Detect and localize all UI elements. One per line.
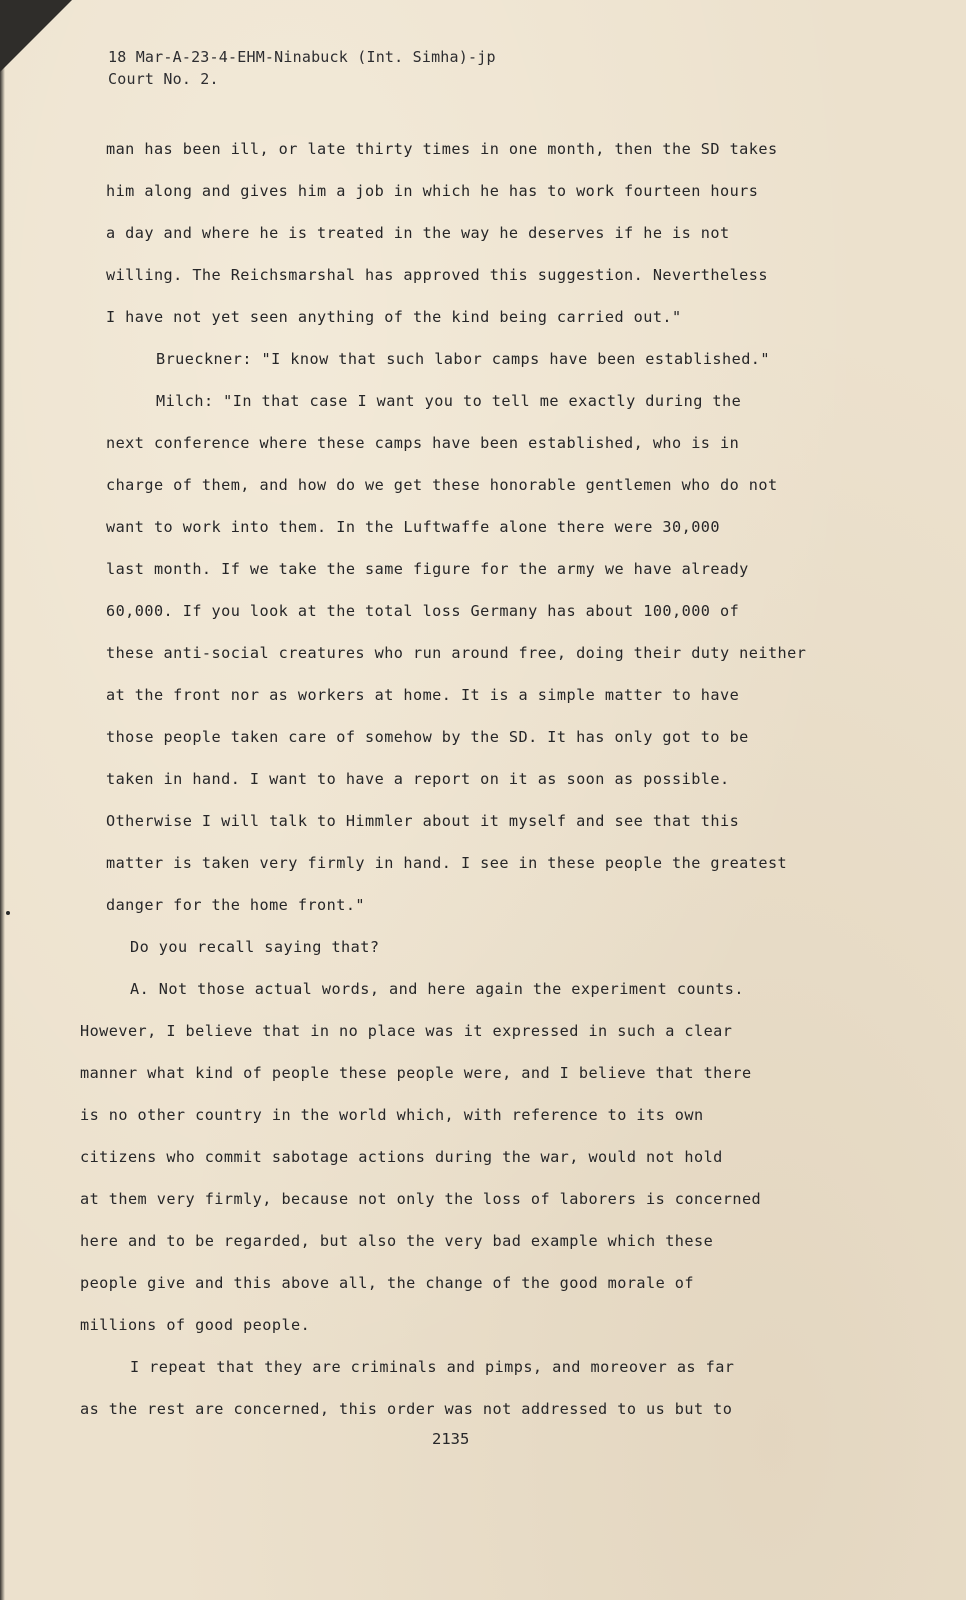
text-line: last month. If we take the same figure for the army we have already	[106, 560, 749, 578]
text-line: a day and where he is treated in the way he deserves if he is not	[106, 224, 730, 242]
text-line: Do you recall saying that?	[130, 938, 380, 956]
text-line: danger for the home front."	[106, 896, 366, 914]
text-line: those people taken care of somehow by the SD. It has only got to be	[106, 728, 749, 746]
text-line: charge of them, and how do we get these honorable gentlemen who do not	[106, 476, 778, 494]
text-line: as the rest are concerned, this order was not addressed to us but to	[80, 1400, 733, 1418]
text-line: him along and gives him a job in which he has to work fourteen hours	[106, 182, 759, 200]
text-line: taken in hand. I want to have a report on it as soon as possible.	[106, 770, 730, 788]
text-line: manner what kind of people these people were, and I believe that there	[80, 1064, 752, 1082]
text-line: people give and this above all, the change of the good morale of	[80, 1274, 694, 1292]
header-reference: 18 Mar-A-23-4-EHM-Ninabuck (Int. Simha)-jp	[108, 48, 496, 66]
text-line: here and to be regarded, but also the very bad example which these	[80, 1232, 714, 1250]
text-line: millions of good people.	[80, 1316, 311, 1334]
text-line: A. Not those actual words, and here again the experiment counts.	[130, 980, 744, 998]
page-number: 2135	[432, 1430, 470, 1448]
text-line: I have not yet seen anything of the kind being carried out."	[106, 308, 682, 326]
text-line: Brueckner: "I know that such labor camps have been established."	[156, 350, 770, 368]
text-line: Milch: "In that case I want you to tell me exactly during the	[156, 392, 742, 410]
text-line: want to work into them. In the Luftwaffe alone there were 30,000	[106, 518, 720, 536]
text-line: at them very firmly, because not only the loss of laborers is concerned	[80, 1190, 762, 1208]
text-line: Otherwise I will talk to Himmler about it myself and see that this	[106, 812, 740, 830]
document-header	[108, 46, 496, 90]
text-line: is no other country in the world which, with reference to its own	[80, 1106, 704, 1124]
margin-mark	[6, 911, 10, 915]
page-edge-shadow	[0, 0, 5, 1600]
text-line: these anti-social creatures who run around free, doing their duty neither	[106, 644, 807, 662]
text-line: at the front nor as workers at home. It is a simple matter to have	[106, 686, 740, 704]
text-line: next conference where these camps have been established, who is in	[106, 434, 740, 452]
text-line: However, I believe that in no place was it expressed in such a clear	[80, 1022, 733, 1040]
text-line: man has been ill, or late thirty times in one month, then the SD takes	[106, 140, 778, 158]
text-line: 60,000. If you look at the total loss Germany has about 100,000 of	[106, 602, 740, 620]
text-line: citizens who commit sabotage actions during the war, would not hold	[80, 1148, 723, 1166]
header-court: Court No. 2.	[108, 70, 219, 88]
text-line: I repeat that they are criminals and pimps, and moreover as far	[130, 1358, 735, 1376]
text-line: matter is taken very firmly in hand. I see in these people the greatest	[106, 854, 788, 872]
folded-corner	[0, 0, 72, 72]
text-line: willing. The Reichsmarshal has approved this suggestion. Nevertheless	[106, 266, 768, 284]
